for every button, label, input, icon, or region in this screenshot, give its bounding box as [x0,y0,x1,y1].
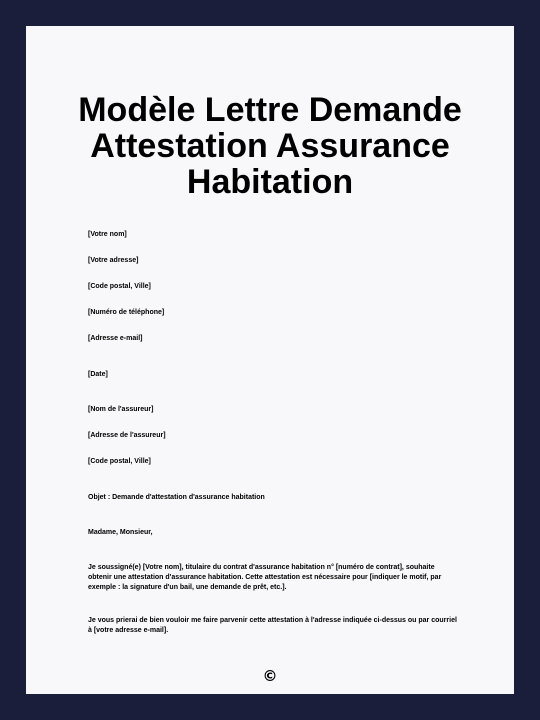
document-title: Modèle Lettre Demande Attestation Assurance Habitation [78,91,462,201]
recipient-name: [Nom de l'assureur] [88,406,154,413]
sender-name: [Votre nom] [88,231,127,238]
document-page [26,26,514,694]
sender-address: [Votre adresse] [88,257,139,264]
sender-phone: [Numéro de téléphone] [88,309,165,316]
copyright-icon: © [262,667,278,685]
sender-email: [Adresse e-mail] [88,335,143,342]
letter-date: [Date] [88,371,108,378]
letter-salutation: Madame, Monsieur, [88,529,153,536]
recipient-address: [Adresse de l'assureur] [88,432,166,439]
sender-postal-city: [Code postal, Ville] [88,283,151,290]
letter-paragraph: Je soussigné(e) [Votre nom], titulaire du contrat d'assurance habitation n° [numéro de contrat], souhaite obtenir une attestation d'assurance habitation. Cette attestation est nécessaire pour [indiquer le motif, par exemple : la signature d'un bail, une demande de prêt, etc.]. [88,564,442,591]
letter-paragraph: Je vous prierai de bien vouloir me faire parvenir cette attestation à l'adresse indiquée ci-dessus ou par courriel à [votre adresse e-mail]. [88,617,457,634]
letter-subject: Objet : Demande d'attestation d'assurance habitation [88,494,265,501]
recipient-postal-city: [Code postal, Ville] [88,458,151,465]
